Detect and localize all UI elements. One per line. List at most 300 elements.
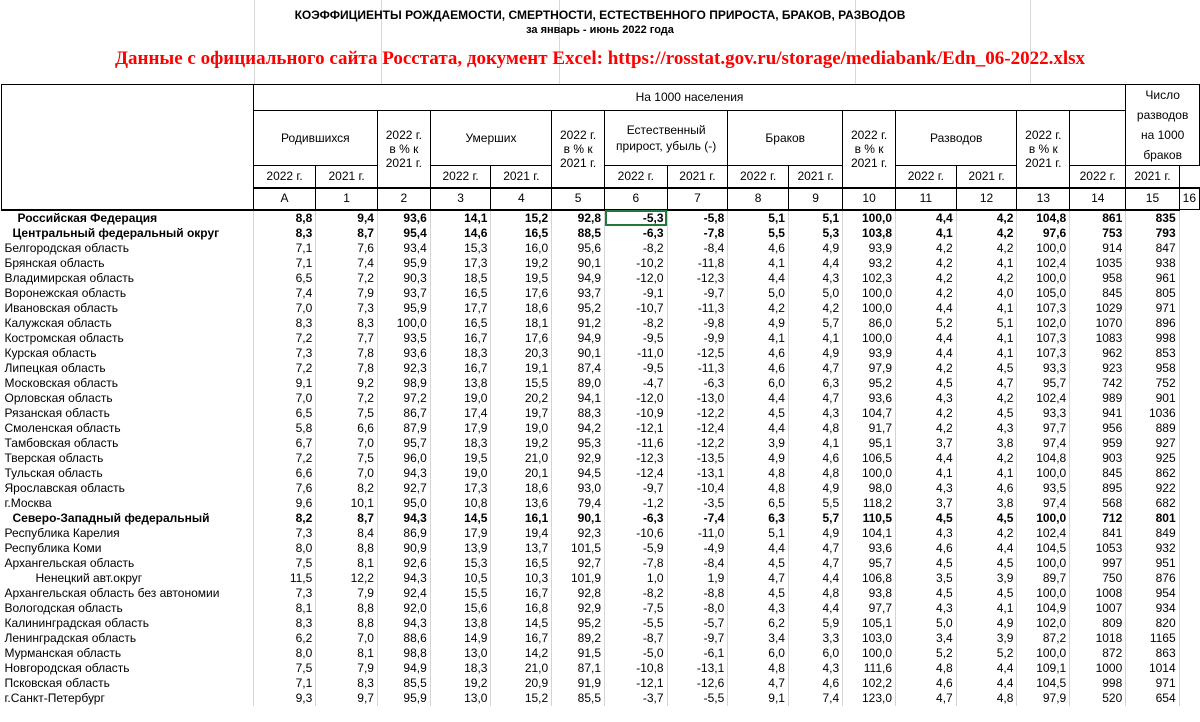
value-cell[interactable]: 4,3 [896, 601, 957, 616]
value-cell[interactable]: 18,3 [430, 436, 491, 451]
value-cell[interactable]: 4,6 [788, 451, 842, 466]
value-cell[interactable]: -5,5 [667, 691, 728, 706]
value-cell[interactable]: 954 [1126, 586, 1179, 601]
value-cell[interactable]: 3,4 [896, 631, 957, 646]
value-cell[interactable]: 92,4 [377, 586, 430, 601]
value-cell[interactable]: 568 [1070, 496, 1126, 511]
value-cell[interactable]: 4,2 [896, 256, 957, 271]
value-cell[interactable]: 13,0 [430, 646, 491, 661]
value-cell[interactable]: 91,9 [552, 676, 605, 691]
died-pct-header[interactable]: 2022 г. в % к 2021 г. [552, 111, 605, 188]
value-cell[interactable]: 809 [1070, 616, 1126, 631]
value-cell[interactable]: 6,6 [316, 421, 378, 436]
value-cell[interactable]: 4,2 [956, 241, 1017, 256]
value-cell[interactable]: 4,8 [788, 421, 842, 436]
value-cell[interactable]: 93,3 [1017, 361, 1070, 376]
value-cell[interactable]: 95,3 [552, 436, 605, 451]
value-cell[interactable]: 118,2 [843, 496, 896, 511]
value-cell[interactable]: 4,4 [728, 421, 789, 436]
region-name-cell[interactable]: г.Санкт-Петербург [2, 691, 254, 706]
value-cell[interactable]: 8,0 [253, 646, 316, 661]
value-cell[interactable]: 8,3 [316, 316, 378, 331]
value-cell[interactable]: -12,3 [605, 451, 668, 466]
value-cell[interactable]: -12,1 [605, 421, 668, 436]
value-cell[interactable]: 17,7 [430, 301, 491, 316]
column-number-cell[interactable]: 2 [377, 188, 430, 210]
region-name-cell[interactable]: Республика Карелия [2, 526, 254, 541]
value-cell[interactable]: 7,9 [316, 586, 378, 601]
region-name-cell[interactable]: Рязанская область [2, 406, 254, 421]
value-cell[interactable]: 998 [1126, 331, 1179, 346]
value-cell[interactable]: 4,2 [728, 301, 789, 316]
value-cell[interactable]: 21,0 [491, 451, 552, 466]
value-cell[interactable]: -11,3 [667, 361, 728, 376]
value-cell[interactable]: 5,0 [788, 286, 842, 301]
marriages-header[interactable]: Браков [728, 111, 843, 166]
value-cell[interactable]: 7,2 [253, 361, 316, 376]
value-cell[interactable]: 90,1 [552, 346, 605, 361]
value-cell[interactable]: 4,4 [896, 451, 957, 466]
value-cell[interactable]: 16,7 [430, 331, 491, 346]
value-cell[interactable]: 88,6 [377, 631, 430, 646]
column-number-cell[interactable]: 9 [788, 188, 842, 210]
value-cell[interactable]: 971 [1126, 676, 1179, 691]
value-cell[interactable]: 876 [1126, 571, 1179, 586]
value-cell[interactable]: 3,3 [788, 631, 842, 646]
value-cell[interactable]: -12,6 [667, 676, 728, 691]
value-cell[interactable]: 6,5 [728, 496, 789, 511]
value-cell[interactable]: 7,8 [316, 346, 378, 361]
value-cell[interactable]: 4,2 [896, 361, 957, 376]
region-name-cell[interactable]: Вологодская область [2, 601, 254, 616]
value-cell[interactable]: 17,3 [430, 481, 491, 496]
value-cell[interactable]: 4,1 [956, 601, 1017, 616]
value-cell[interactable]: 109,1 [1017, 661, 1070, 676]
value-cell[interactable]: -8,4 [667, 241, 728, 256]
value-cell[interactable]: -7,8 [667, 226, 728, 241]
value-cell[interactable]: 753 [1070, 226, 1126, 241]
value-cell[interactable]: 14,5 [430, 511, 491, 526]
value-cell[interactable]: 104,8 [1017, 451, 1070, 466]
value-cell[interactable]: 4,6 [728, 346, 789, 361]
value-cell[interactable]: 95,0 [377, 496, 430, 511]
value-cell[interactable]: 4,3 [788, 661, 842, 676]
value-cell[interactable]: 19,5 [491, 271, 552, 286]
value-cell[interactable]: 6,7 [253, 436, 316, 451]
value-cell[interactable]: 7,0 [316, 631, 378, 646]
value-cell[interactable]: 18,5 [430, 271, 491, 286]
value-cell[interactable]: 849 [1126, 526, 1179, 541]
value-cell[interactable]: 85,5 [377, 676, 430, 691]
value-cell[interactable]: 15,6 [430, 601, 491, 616]
value-cell[interactable]: 835 [1126, 210, 1179, 226]
value-cell[interactable]: 3,5 [896, 571, 957, 586]
value-cell[interactable]: 14,1 [430, 210, 491, 226]
value-cell[interactable]: 19,0 [430, 466, 491, 481]
value-cell[interactable]: -9,7 [667, 286, 728, 301]
value-cell[interactable]: 6,0 [728, 646, 789, 661]
value-cell[interactable]: 927 [1126, 436, 1179, 451]
value-cell[interactable]: 5,8 [253, 421, 316, 436]
value-cell[interactable]: 111,6 [843, 661, 896, 676]
value-cell[interactable]: 7,7 [316, 331, 378, 346]
value-cell[interactable]: -7,4 [667, 511, 728, 526]
value-cell[interactable]: 97,2 [377, 391, 430, 406]
value-cell[interactable]: -8,8 [667, 586, 728, 601]
value-cell[interactable]: 841 [1070, 526, 1126, 541]
value-cell[interactable]: 4,3 [728, 601, 789, 616]
value-cell[interactable]: 4,2 [896, 421, 957, 436]
value-cell[interactable]: 3,9 [956, 631, 1017, 646]
value-cell[interactable]: 7,3 [253, 346, 316, 361]
value-cell[interactable]: 961 [1126, 271, 1179, 286]
value-cell[interactable]: 5,1 [728, 526, 789, 541]
region-name-cell[interactable]: Орловская область [2, 391, 254, 406]
value-cell[interactable]: 4,1 [956, 466, 1017, 481]
value-cell[interactable]: -11,3 [667, 301, 728, 316]
value-cell[interactable]: 10,3 [491, 571, 552, 586]
value-cell[interactable]: -8,2 [605, 586, 668, 601]
value-cell[interactable]: 100,0 [1017, 271, 1070, 286]
value-cell[interactable]: 93,4 [377, 241, 430, 256]
value-cell[interactable]: 104,5 [1017, 676, 1070, 691]
value-cell[interactable]: 18,6 [491, 481, 552, 496]
value-cell[interactable]: 1,9 [667, 571, 728, 586]
value-cell[interactable]: -9,8 [667, 316, 728, 331]
value-cell[interactable]: 962 [1070, 346, 1126, 361]
value-cell[interactable]: -11,0 [605, 346, 668, 361]
value-cell[interactable]: 92,6 [377, 556, 430, 571]
value-cell[interactable]: 16,0 [491, 241, 552, 256]
value-cell[interactable]: -12,4 [605, 466, 668, 481]
value-cell[interactable]: 932 [1126, 541, 1179, 556]
born-pct-header[interactable]: 2022 г. в % к 2021 г. [377, 111, 430, 188]
region-name-cell[interactable]: Новгородская область [2, 661, 254, 676]
year-2022-header[interactable]: 2022 г. [896, 166, 957, 188]
value-cell[interactable]: 872 [1070, 646, 1126, 661]
value-cell[interactable]: 107,3 [1017, 331, 1070, 346]
region-name-cell[interactable]: Курская область [2, 346, 254, 361]
value-cell[interactable]: -9,5 [605, 361, 668, 376]
value-cell[interactable]: -13,1 [667, 661, 728, 676]
region-name-cell[interactable]: Архангельская область [2, 556, 254, 571]
value-cell[interactable]: 4,2 [896, 241, 957, 256]
value-cell[interactable]: 6,2 [253, 631, 316, 646]
value-cell[interactable]: 92,9 [552, 601, 605, 616]
value-cell[interactable]: -11,8 [667, 256, 728, 271]
value-cell[interactable]: 19,7 [491, 406, 552, 421]
value-cell[interactable]: -12,1 [605, 676, 668, 691]
value-cell[interactable]: 845 [1070, 466, 1126, 481]
value-cell[interactable]: 5,1 [956, 316, 1017, 331]
value-cell[interactable]: 853 [1126, 346, 1179, 361]
value-cell[interactable]: 15,5 [430, 586, 491, 601]
value-cell[interactable]: 97,9 [843, 361, 896, 376]
value-cell[interactable]: -11,6 [605, 436, 668, 451]
value-cell[interactable]: -12,0 [605, 271, 668, 286]
value-cell[interactable]: 17,3 [430, 256, 491, 271]
value-cell[interactable]: 889 [1126, 421, 1179, 436]
value-cell[interactable]: 20,3 [491, 346, 552, 361]
value-cell[interactable]: 88,3 [552, 406, 605, 421]
value-cell[interactable]: 1008 [1070, 586, 1126, 601]
value-cell[interactable]: -13,5 [667, 451, 728, 466]
region-name-cell[interactable]: Ненецкий авт.округ [2, 571, 254, 586]
value-cell[interactable]: 102,0 [1017, 316, 1070, 331]
value-cell[interactable]: -6,3 [667, 376, 728, 391]
value-cell[interactable]: 105,1 [843, 616, 896, 631]
value-cell[interactable]: 4,4 [788, 601, 842, 616]
value-cell[interactable]: 847 [1126, 241, 1179, 256]
value-cell[interactable]: 1018 [1070, 631, 1126, 646]
value-cell[interactable]: 4,5 [956, 511, 1017, 526]
value-cell[interactable]: 90,1 [552, 511, 605, 526]
region-name-cell[interactable]: Смоленская область [2, 421, 254, 436]
value-cell[interactable]: -12,2 [667, 436, 728, 451]
column-number-cell[interactable]: 8 [728, 188, 789, 210]
value-cell[interactable]: 104,1 [843, 526, 896, 541]
value-cell[interactable]: -3,5 [667, 496, 728, 511]
value-cell[interactable]: 863 [1126, 646, 1179, 661]
value-cell[interactable]: 7,0 [253, 391, 316, 406]
value-cell[interactable]: 4,9 [728, 316, 789, 331]
value-cell[interactable]: 4,1 [788, 331, 842, 346]
value-cell[interactable]: 104,5 [1017, 541, 1070, 556]
value-cell[interactable]: 13,9 [430, 541, 491, 556]
value-cell[interactable]: 4,5 [956, 406, 1017, 421]
value-cell[interactable]: 7,3 [316, 301, 378, 316]
value-cell[interactable]: 17,9 [430, 421, 491, 436]
value-cell[interactable]: 97,9 [1017, 691, 1070, 706]
value-cell[interactable]: 13,0 [430, 691, 491, 706]
value-cell[interactable]: 3,4 [728, 631, 789, 646]
value-cell[interactable]: 4,7 [728, 571, 789, 586]
value-cell[interactable]: 8,8 [316, 541, 378, 556]
value-cell[interactable]: 18,6 [491, 301, 552, 316]
value-cell[interactable]: 7,6 [316, 241, 378, 256]
value-cell[interactable]: 4,2 [956, 391, 1017, 406]
value-cell[interactable]: 4,5 [896, 586, 957, 601]
value-cell[interactable]: 3,7 [896, 436, 957, 451]
value-cell[interactable]: 15,5 [491, 376, 552, 391]
value-cell[interactable]: 4,4 [728, 391, 789, 406]
value-cell[interactable]: 15,3 [430, 556, 491, 571]
value-cell[interactable]: 8,3 [253, 316, 316, 331]
value-cell[interactable]: 4,8 [896, 661, 957, 676]
region-name-cell[interactable]: Ярославская область [2, 481, 254, 496]
value-cell[interactable]: 862 [1126, 466, 1179, 481]
value-cell[interactable]: 682 [1126, 496, 1179, 511]
value-cell[interactable]: -9,5 [605, 331, 668, 346]
value-cell[interactable]: 100,0 [843, 646, 896, 661]
divorces-per-marriages-header[interactable]: Число разводов на 1000 браков [1126, 85, 1200, 166]
value-cell[interactable]: 8,1 [316, 646, 378, 661]
value-cell[interactable]: 19,5 [430, 451, 491, 466]
value-cell[interactable]: -5,9 [605, 541, 668, 556]
value-cell[interactable]: 820 [1126, 616, 1179, 631]
value-cell[interactable]: 4,9 [956, 616, 1017, 631]
value-cell[interactable]: 94,5 [552, 466, 605, 481]
value-cell[interactable]: 5,5 [728, 226, 789, 241]
value-cell[interactable]: 16,7 [491, 586, 552, 601]
value-cell[interactable]: -4,7 [605, 376, 668, 391]
value-cell[interactable]: 934 [1126, 601, 1179, 616]
value-cell[interactable]: 4,9 [788, 481, 842, 496]
value-cell[interactable]: -5,7 [667, 616, 728, 631]
value-cell[interactable]: 15,2 [491, 210, 552, 226]
value-cell[interactable]: 92,3 [377, 361, 430, 376]
value-cell[interactable]: 4,6 [728, 361, 789, 376]
value-cell[interactable]: 4,5 [896, 511, 957, 526]
value-cell[interactable]: 3,7 [896, 496, 957, 511]
value-cell[interactable]: 925 [1126, 451, 1179, 466]
value-cell[interactable]: 7,9 [316, 286, 378, 301]
value-cell[interactable]: 3,8 [956, 496, 1017, 511]
value-cell[interactable]: 8,7 [316, 226, 378, 241]
value-cell[interactable]: 4,3 [896, 526, 957, 541]
value-cell[interactable]: 101,9 [552, 571, 605, 586]
value-cell[interactable]: 7,3 [253, 526, 316, 541]
value-cell[interactable]: 4,5 [956, 556, 1017, 571]
value-cell[interactable]: 1083 [1070, 331, 1126, 346]
value-cell[interactable]: -11,0 [667, 526, 728, 541]
column-number-cell[interactable]: 11 [896, 188, 957, 210]
value-cell[interactable]: 4,8 [728, 661, 789, 676]
value-cell[interactable]: 4,4 [788, 571, 842, 586]
value-cell[interactable]: -5,5 [605, 616, 668, 631]
value-cell[interactable]: 94,2 [552, 421, 605, 436]
value-cell[interactable]: 3,8 [956, 436, 1017, 451]
value-cell[interactable]: 16,8 [491, 601, 552, 616]
value-cell[interactable]: 6,6 [253, 466, 316, 481]
value-cell[interactable]: 4,9 [728, 451, 789, 466]
column-number-cell[interactable]: 3 [430, 188, 491, 210]
value-cell[interactable]: 5,7 [788, 511, 842, 526]
value-cell[interactable]: 7,2 [253, 451, 316, 466]
value-cell[interactable]: 4,5 [728, 586, 789, 601]
value-cell[interactable]: 8,0 [253, 541, 316, 556]
value-cell[interactable]: 4,7 [788, 556, 842, 571]
value-cell[interactable]: 1165 [1126, 631, 1179, 646]
value-cell[interactable]: 7,1 [253, 256, 316, 271]
value-cell[interactable]: 4,2 [956, 526, 1017, 541]
column-number-cell[interactable]: 13 [1017, 188, 1070, 210]
value-cell[interactable]: 4,5 [728, 556, 789, 571]
value-cell[interactable]: 100,0 [1017, 511, 1070, 526]
column-number-cell[interactable]: 14 [1070, 188, 1126, 210]
value-cell[interactable]: 4,3 [788, 406, 842, 421]
marriages-pct-header[interactable]: 2022 г. в % к 2021 г. [843, 111, 896, 188]
value-cell[interactable]: 17,9 [430, 526, 491, 541]
value-cell[interactable]: 4,9 [788, 346, 842, 361]
value-cell[interactable]: -8,0 [667, 601, 728, 616]
value-cell[interactable]: 95,2 [552, 301, 605, 316]
value-cell[interactable]: 4,4 [728, 541, 789, 556]
value-cell[interactable]: 94,9 [552, 331, 605, 346]
value-cell[interactable]: 8,8 [253, 210, 316, 226]
value-cell[interactable]: 19,0 [491, 421, 552, 436]
value-cell[interactable]: 4,1 [788, 436, 842, 451]
value-cell[interactable]: 4,4 [896, 331, 957, 346]
value-cell[interactable]: 21,0 [491, 661, 552, 676]
value-cell[interactable]: 86,9 [377, 526, 430, 541]
value-cell[interactable]: 94,3 [377, 616, 430, 631]
value-cell[interactable]: 14,2 [491, 646, 552, 661]
value-cell[interactable]: 861 [1070, 210, 1126, 226]
value-cell[interactable]: -12,2 [667, 406, 728, 421]
born-header[interactable]: Родившихся [253, 111, 377, 166]
value-cell[interactable]: 750 [1070, 571, 1126, 586]
value-cell[interactable]: 10,1 [316, 496, 378, 511]
value-cell[interactable]: 16,1 [491, 511, 552, 526]
value-cell[interactable]: 4,9 [788, 241, 842, 256]
value-cell[interactable]: 18,1 [491, 316, 552, 331]
value-cell[interactable]: 9,3 [253, 691, 316, 706]
value-cell[interactable]: 16,7 [491, 631, 552, 646]
region-header-cell[interactable] [2, 85, 254, 210]
value-cell[interactable]: 7,0 [316, 466, 378, 481]
value-cell[interactable]: 5,2 [896, 316, 957, 331]
value-cell[interactable]: 90,3 [377, 271, 430, 286]
value-cell[interactable]: 17,6 [491, 331, 552, 346]
value-cell[interactable]: 19,2 [430, 676, 491, 691]
value-cell[interactable]: 94,1 [552, 391, 605, 406]
value-cell[interactable]: 100,0 [843, 331, 896, 346]
value-cell[interactable]: 93,0 [552, 481, 605, 496]
value-cell[interactable]: -8,2 [605, 241, 668, 256]
value-cell[interactable]: 7,5 [253, 556, 316, 571]
value-cell[interactable]: -13,0 [667, 391, 728, 406]
value-cell[interactable]: -6,3 [605, 511, 668, 526]
value-cell[interactable]: 4,1 [956, 301, 1017, 316]
value-cell[interactable]: 5,7 [788, 316, 842, 331]
value-cell[interactable]: 15,2 [491, 691, 552, 706]
year-2021-header[interactable]: 2021 г. [316, 166, 378, 188]
value-cell[interactable]: 4,3 [788, 271, 842, 286]
value-cell[interactable]: 20,9 [491, 676, 552, 691]
value-cell[interactable]: 7,4 [253, 286, 316, 301]
value-cell[interactable]: 4,0 [956, 286, 1017, 301]
value-cell[interactable]: 92,9 [552, 451, 605, 466]
value-cell[interactable]: 4,4 [896, 301, 957, 316]
value-cell[interactable]: 100,0 [843, 466, 896, 481]
value-cell[interactable]: 7,5 [316, 406, 378, 421]
value-cell[interactable]: 4,7 [788, 541, 842, 556]
column-number-cell[interactable]: 16 [1179, 188, 1199, 210]
value-cell[interactable]: 100,0 [377, 316, 430, 331]
value-cell[interactable]: 104,7 [843, 406, 896, 421]
value-cell[interactable]: 7,3 [253, 586, 316, 601]
value-cell[interactable]: 95,9 [377, 691, 430, 706]
value-cell[interactable]: 793 [1126, 226, 1179, 241]
value-cell[interactable]: 956 [1070, 421, 1126, 436]
value-cell[interactable]: 100,0 [1017, 556, 1070, 571]
value-cell[interactable]: 95,9 [377, 256, 430, 271]
value-cell[interactable]: 4,7 [788, 391, 842, 406]
value-cell[interactable]: 91,7 [843, 421, 896, 436]
value-cell[interactable]: 4,8 [788, 466, 842, 481]
column-number-cell[interactable]: 7 [667, 188, 728, 210]
value-cell[interactable]: -9,1 [605, 286, 668, 301]
value-cell[interactable]: 12,2 [316, 571, 378, 586]
value-cell[interactable]: 4,2 [956, 271, 1017, 286]
value-cell[interactable]: 93,6 [843, 541, 896, 556]
value-cell[interactable]: 4,5 [956, 586, 1017, 601]
value-cell[interactable]: 94,3 [377, 571, 430, 586]
value-cell[interactable]: 92,7 [377, 481, 430, 496]
value-cell[interactable]: 102,4 [1017, 526, 1070, 541]
value-cell[interactable]: 18,3 [430, 661, 491, 676]
